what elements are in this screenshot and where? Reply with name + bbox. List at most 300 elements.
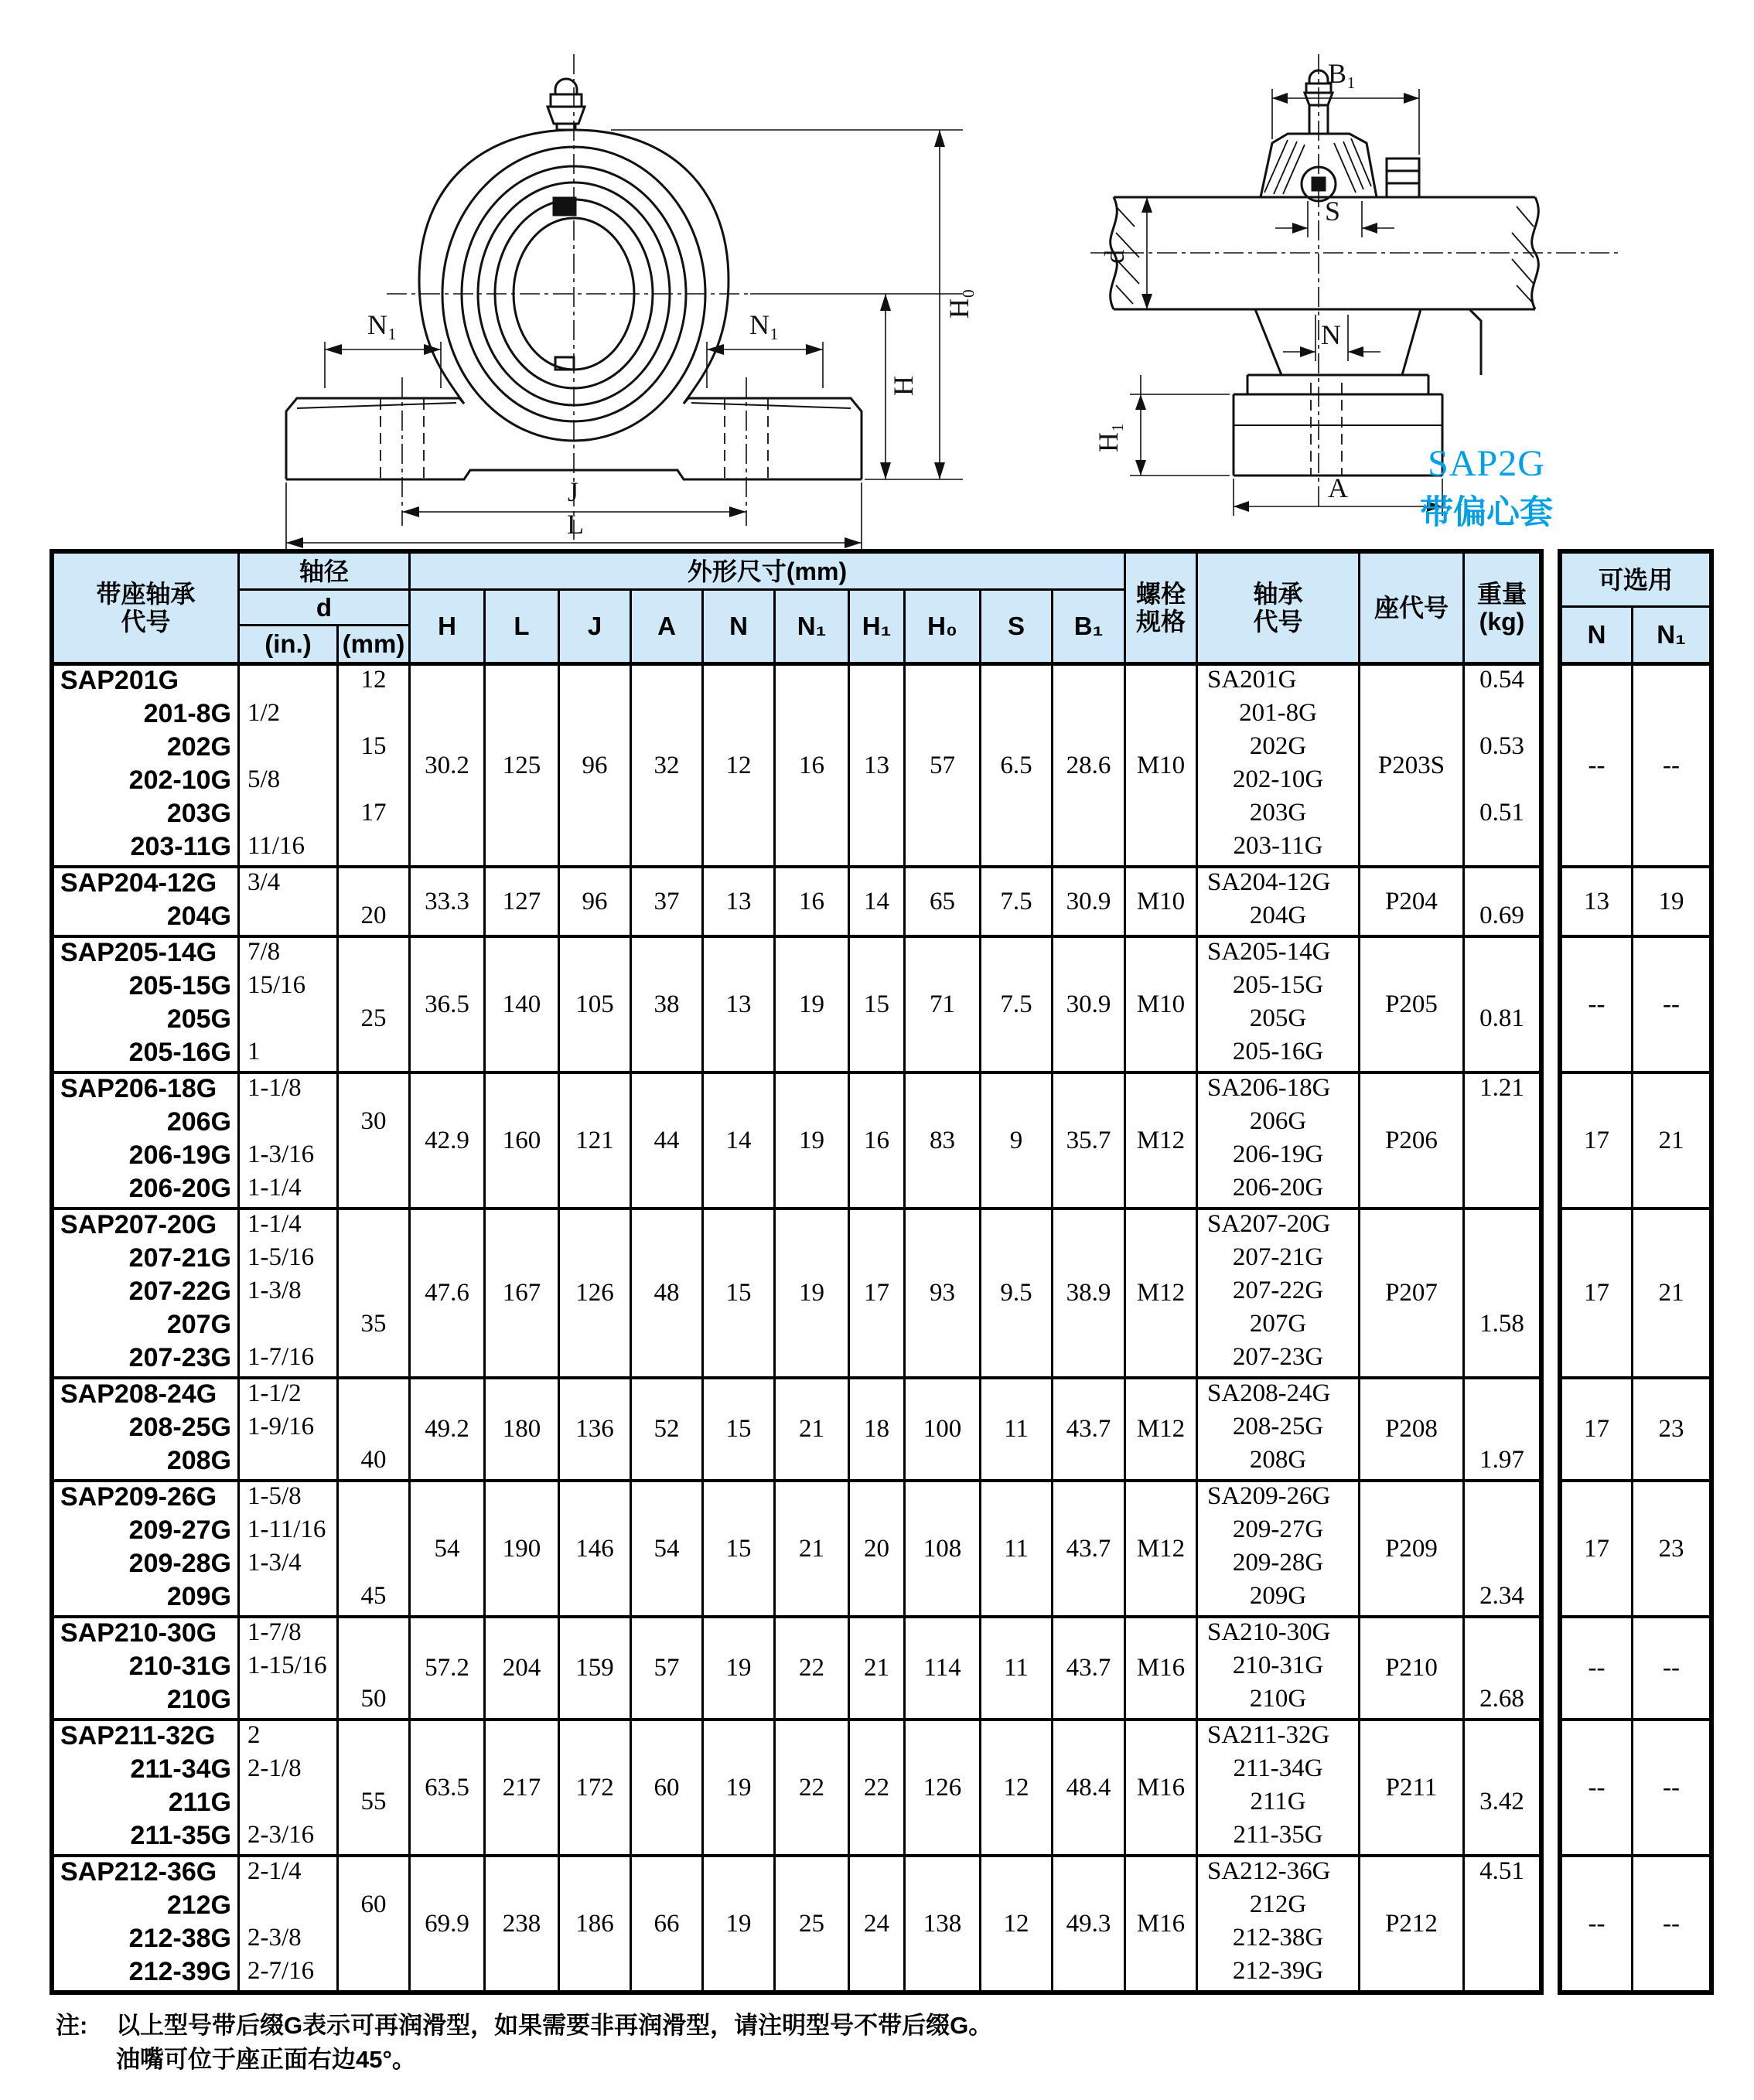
dim-cell-H: 36.5 [411, 938, 486, 1071]
dim-cell-bolt: M12 [1126, 1074, 1198, 1207]
header-col-H0: H₀ [906, 591, 981, 662]
optional-row-group [1562, 1718, 1709, 1854]
optional-row-group [1562, 1854, 1709, 1990]
dim-cell-L: 217 [486, 1721, 560, 1854]
spec-row-group [54, 1207, 1539, 1376]
dim-cell-A: 37 [632, 868, 704, 935]
shaft-mm-cell-line [339, 1277, 408, 1310]
shaft-mm-cell-line: 12 [360, 666, 387, 694]
seat-code-cell: P210 [1360, 1618, 1465, 1718]
bearing-code-cell [1198, 1482, 1360, 1615]
dim-cell-A: 60 [632, 1721, 704, 1854]
dim-cell-A: 48 [632, 1210, 704, 1376]
header-col-A: A [632, 591, 704, 662]
dim-cell-H0: 71 [906, 938, 981, 1071]
shaft-mm-cell [339, 1857, 411, 1990]
weight-cell-line: 2.68 [1479, 1685, 1524, 1713]
weight-cell-line [1465, 1924, 1539, 1957]
housing-code-cell-line: 209-27G [128, 1515, 231, 1545]
dim-cell-J: 126 [560, 1210, 632, 1376]
shaft-mm-cell-line: 20 [360, 902, 387, 929]
weight-cell-line [1465, 1515, 1539, 1549]
weight-cell-line: 0.69 [1479, 902, 1524, 929]
housing-code-cell-line: 206G [166, 1107, 231, 1137]
dim-label-d: d [1099, 250, 1130, 264]
dim-cell-J: 96 [560, 666, 632, 865]
shaft-mm-cell-line: 40 [360, 1446, 387, 1474]
dim-cell-H1: 14 [850, 868, 906, 935]
dim-label-h1: H₁ [1093, 422, 1124, 452]
shaft-inch-cell-line: 1-3/8 [247, 1277, 302, 1304]
shaft-mm-cell [339, 666, 411, 865]
weight-cell-line [1465, 699, 1539, 732]
seat-code-cell: P212 [1360, 1857, 1465, 1990]
shaft-mm-cell-line [339, 1618, 408, 1652]
bearing-code-cell-line: 211-34G [1233, 1754, 1323, 1782]
bearing-code-cell-line: SA209-26G [1207, 1482, 1331, 1510]
housing-code-cell [54, 938, 240, 1071]
dim-cell-S: 7.5 [981, 938, 1053, 1071]
housing-code-cell-line: SAP209-26G [60, 1482, 217, 1512]
dim-cell-bolt: M12 [1126, 1379, 1198, 1479]
spec-row-group [54, 1376, 1539, 1479]
housing-code-cell [54, 1074, 240, 1207]
weight-cell-line [1465, 1243, 1539, 1277]
housing-code-cell-line: 209G [166, 1582, 231, 1611]
header-col-S: S [981, 591, 1053, 662]
weight-cell-line [1465, 1140, 1539, 1174]
weight-cell-line: 0.53 [1479, 732, 1524, 760]
dim-cell-H0: 93 [906, 1210, 981, 1376]
dim-cell-bolt: M12 [1126, 1482, 1198, 1615]
housing-code-cell-line: 212G [166, 1890, 231, 1920]
bearing-code-cell-line: 206-19G [1232, 1140, 1324, 1168]
shaft-inch-cell-line: 1-3/4 [247, 1549, 302, 1577]
dim-label-a: A [1328, 472, 1348, 503]
shaft-mm-cell-line [339, 1413, 408, 1446]
dim-cell-N: 19 [704, 1857, 776, 1990]
housing-code-cell-line: SAP210-30G [60, 1618, 217, 1648]
optional-row-group [1562, 1615, 1709, 1718]
weight-cell-line: 1.97 [1479, 1446, 1524, 1474]
shaft-inch-cell-line [240, 1446, 336, 1479]
weight-cell-line [1465, 971, 1539, 1004]
header-col-N1: N₁ [776, 591, 850, 662]
dim-cell-H: 49.2 [411, 1379, 486, 1479]
dim-cell-H1: 21 [850, 1618, 906, 1718]
optional-N1-cell: -- [1663, 1654, 1680, 1682]
bearing-code-cell-line: 208-25G [1232, 1413, 1324, 1440]
dim-label-n1-right: N₁ [749, 309, 780, 340]
dim-cell-N: 19 [704, 1618, 776, 1718]
optional-row-group [1562, 1479, 1709, 1615]
housing-code-cell [54, 1721, 240, 1854]
weight-cell [1465, 1074, 1539, 1207]
bearing-code-cell-line: 210-31G [1232, 1652, 1324, 1679]
dim-cell-J: 146 [560, 1482, 632, 1615]
dim-cell-A: 57 [632, 1618, 704, 1718]
weight-cell-line [1465, 1721, 1539, 1754]
optional-N1-cell: -- [1663, 990, 1680, 1018]
weight-cell-line: 3.42 [1479, 1788, 1524, 1815]
housing-code-cell [54, 666, 240, 865]
shaft-inch-cell [240, 1618, 339, 1718]
optional-N1-cell: 19 [1658, 887, 1684, 915]
bearing-code-cell-line: 202-10G [1232, 765, 1324, 793]
shaft-mm-cell-line [339, 765, 408, 799]
shaft-mm-cell-line [339, 1924, 408, 1957]
header-opt-N: N [1562, 608, 1633, 662]
dim-cell-bolt: M16 [1126, 1618, 1198, 1718]
weight-cell-line [1465, 1107, 1539, 1140]
shaft-mm-cell-line [339, 1721, 408, 1754]
weight-cell [1465, 666, 1539, 865]
dim-cell-bolt: M10 [1126, 666, 1198, 865]
shaft-mm-cell-line [339, 1652, 408, 1685]
housing-code-cell-line: 211-34G [130, 1754, 231, 1784]
shaft-mm-cell-line [339, 1243, 408, 1277]
optional-row-group [1562, 1376, 1709, 1479]
weight-cell-line [1465, 1652, 1539, 1685]
shaft-inch-cell [240, 1482, 339, 1615]
bearing-code-cell-line: 209G [1249, 1582, 1307, 1610]
dim-cell-L: 180 [486, 1379, 560, 1479]
optional-row-group [1562, 865, 1709, 935]
housing-code-cell-line: 206-19G [128, 1140, 231, 1170]
shaft-mm-cell [339, 1379, 411, 1479]
seat-code-cell: P205 [1360, 938, 1465, 1071]
shaft-mm-cell-line [339, 1074, 408, 1107]
shaft-mm-cell-line [339, 699, 408, 732]
header-d: d [240, 591, 411, 626]
dim-cell-S: 12 [981, 1721, 1053, 1854]
shaft-mm-cell-line [339, 1379, 408, 1413]
header-bolt-size: 螺栓 规格 [1126, 554, 1198, 662]
bearing-code-cell [1198, 1210, 1360, 1376]
shaft-inch-cell-line: 1-7/16 [247, 1343, 315, 1371]
dim-cell-B1: 28.6 [1053, 666, 1126, 865]
housing-code-cell [54, 1482, 240, 1615]
dim-cell-B1: 30.9 [1053, 938, 1126, 1071]
housing-code-cell-line: 202-10G [128, 765, 231, 795]
dim-cell-N1: 16 [776, 666, 850, 865]
optional-table-header [1562, 554, 1709, 666]
shaft-mm-cell-line: 35 [360, 1310, 387, 1338]
dim-cell-N: 15 [704, 1482, 776, 1615]
spec-row-group [54, 1071, 1539, 1207]
dim-cell-L: 127 [486, 868, 560, 935]
dim-cell-B1: 30.9 [1053, 868, 1126, 935]
shaft-inch-cell-line [240, 799, 336, 832]
dim-cell-H1: 20 [850, 1482, 906, 1615]
housing-code-cell [54, 1857, 240, 1990]
optional-N1-cell: 21 [1658, 1126, 1684, 1154]
housing-code-cell-line: 212-38G [128, 1924, 231, 1953]
housing-code-cell-line: 210-31G [128, 1652, 231, 1681]
bearing-code-cell-line: 207-23G [1232, 1343, 1324, 1371]
shaft-mm-cell-line: 45 [360, 1582, 387, 1610]
header-optional: 可选用 [1562, 554, 1709, 608]
shaft-mm-cell-line [339, 1857, 408, 1890]
housing-code-cell-line: SAP207-20G [60, 1210, 217, 1239]
bearing-code-cell [1198, 666, 1360, 865]
weight-cell-line: 2.34 [1479, 1582, 1524, 1610]
weight-cell-line: 0.54 [1479, 666, 1524, 694]
dim-cell-L: 160 [486, 1074, 560, 1207]
shaft-mm-cell [339, 1074, 411, 1207]
dim-cell-N1: 25 [776, 1857, 850, 1990]
shaft-inch-cell [240, 666, 339, 865]
shaft-inch-cell-line [240, 1004, 336, 1038]
dim-cell-H1: 16 [850, 1074, 906, 1207]
bearing-code-cell-line: 201-8G [1239, 699, 1317, 727]
bearing-code-cell [1198, 1379, 1360, 1479]
optional-N-cell: 13 [1562, 868, 1633, 935]
shaft-inch-cell-line [240, 1107, 336, 1140]
dim-cell-H: 47.6 [411, 1210, 486, 1376]
dim-cell-H0: 126 [906, 1721, 981, 1854]
housing-code-cell-line: SAP208-24G [60, 1379, 217, 1409]
bearing-code-cell-line: 207G [1249, 1310, 1307, 1338]
spec-row-group [54, 1854, 1539, 1990]
dim-cell-N1: 22 [776, 1618, 850, 1718]
housing-code-cell-line: SAP211-32G [60, 1721, 216, 1751]
dim-cell-J: 121 [560, 1074, 632, 1207]
optional-N-cell: 17 [1562, 1379, 1633, 1479]
dim-cell-H: 42.9 [411, 1074, 486, 1207]
shaft-inch-cell [240, 1074, 339, 1207]
bearing-code-cell-line: 212-38G [1232, 1924, 1324, 1952]
housing-code-cell-line: 203-11G [130, 832, 231, 861]
bearing-code-cell-line: SA211-32G [1207, 1721, 1330, 1749]
housing-code-cell-line: SAP212-36G [60, 1857, 217, 1887]
bearing-code-cell-line: SA201G [1207, 666, 1297, 694]
bearing-code-cell-line: SA212-36G [1207, 1857, 1331, 1885]
footnote-line1: 以上型号带后缀G表示可再润滑型，如果需要非再润滑型，请注明型号不带后缀G。 [116, 2012, 993, 2039]
optional-N-cell: 17 [1562, 1482, 1633, 1615]
dim-cell-H0: 138 [906, 1857, 981, 1990]
dim-cell-L: 125 [486, 666, 560, 865]
shaft-inch-cell-line [240, 1890, 336, 1924]
shaft-inch-cell-line: 15/16 [247, 971, 306, 999]
shaft-mm-cell-line [339, 1210, 408, 1243]
housing-code-cell-line: 211-35G [130, 1821, 231, 1850]
footnote-prefix: 注: [56, 2012, 88, 2039]
weight-cell-line [1465, 1343, 1539, 1376]
header-col-L: L [486, 591, 560, 662]
shaft-inch-cell-line: 5/8 [247, 765, 281, 793]
dim-cell-S: 9 [981, 1074, 1053, 1207]
bearing-code-cell-line: 210G [1249, 1685, 1307, 1713]
bearing-code-cell-line: 208G [1249, 1446, 1307, 1474]
bearing-code-cell-line: 204G [1249, 902, 1307, 929]
dim-cell-N1: 16 [776, 868, 850, 935]
dim-cell-N: 13 [704, 938, 776, 1071]
dim-cell-N1: 19 [776, 1210, 850, 1376]
dim-cell-H0: 83 [906, 1074, 981, 1207]
header-col-B1: B₁ [1053, 591, 1126, 662]
shaft-mm-cell [339, 868, 411, 935]
dim-label-h: H [888, 376, 919, 396]
dim-cell-B1: 38.9 [1053, 1210, 1126, 1376]
housing-code-cell-line: 203G [166, 799, 231, 828]
dim-cell-L: 238 [486, 1857, 560, 1990]
weight-cell-line [1465, 1890, 1539, 1924]
optional-table [1558, 549, 1714, 1995]
series-variant: 带偏心套 [1420, 494, 1553, 531]
bearing-code-cell-line: 211-35G [1233, 1821, 1323, 1849]
optional-N-cell: -- [1562, 666, 1633, 865]
dim-cell-A: 52 [632, 1379, 704, 1479]
housing-code-cell-line: 211G [168, 1788, 231, 1817]
dim-cell-S: 11 [981, 1379, 1053, 1479]
dim-cell-B1: 48.4 [1053, 1721, 1126, 1854]
bearing-code-cell [1198, 1618, 1360, 1718]
dim-cell-bolt: M12 [1126, 1210, 1198, 1376]
housing-code-cell-line: 205-15G [128, 971, 231, 1001]
weight-cell-line [1465, 868, 1539, 902]
dim-cell-J: 159 [560, 1618, 632, 1718]
optional-row-group [1562, 1207, 1709, 1376]
dim-cell-bolt: M16 [1126, 1857, 1198, 1990]
dim-cell-H1: 13 [850, 666, 906, 865]
housing-code-cell [54, 868, 240, 935]
dim-cell-S: 6.5 [981, 666, 1053, 865]
dim-cell-N: 13 [704, 868, 776, 935]
shaft-inch-cell [240, 868, 339, 935]
dim-cell-H: 57.2 [411, 1618, 486, 1718]
bearing-code-cell-line: 207-21G [1232, 1243, 1324, 1271]
header-housing-code: 带座轴承 代号 [54, 554, 240, 662]
header-outer-dims: 外形尺寸(mm) [411, 554, 1126, 591]
optional-N-cell: -- [1562, 1618, 1633, 1718]
dim-cell-N1: 21 [776, 1379, 850, 1479]
seat-code-cell: P208 [1360, 1379, 1465, 1479]
weight-cell-line [1465, 1413, 1539, 1446]
bearing-code-cell [1198, 1857, 1360, 1990]
bearing-code-cell-line: SA204-12G [1207, 868, 1331, 896]
weight-cell-line [1465, 1174, 1539, 1207]
shaft-inch-cell-line: 1-15/16 [247, 1652, 327, 1679]
shaft-mm-cell-line [339, 1174, 408, 1207]
dim-cell-H0: 57 [906, 666, 981, 865]
housing-code-cell-line: 208G [166, 1446, 231, 1475]
shaft-inch-cell-line: 2-3/8 [247, 1924, 302, 1952]
dim-cell-B1: 43.7 [1053, 1618, 1126, 1718]
dim-cell-N1: 19 [776, 938, 850, 1071]
optional-N-cell: -- [1562, 1857, 1633, 1990]
dim-cell-B1: 49.3 [1053, 1857, 1126, 1990]
spec-row-group [54, 1718, 1539, 1854]
shaft-mm-cell-line [339, 868, 408, 902]
optional-N-cell: -- [1562, 1721, 1633, 1854]
shaft-inch-cell-line: 1-7/8 [247, 1618, 302, 1646]
dim-cell-H: 33.3 [411, 868, 486, 935]
weight-cell-line: 4.51 [1479, 1857, 1524, 1885]
weight-cell-line [1465, 1618, 1539, 1652]
weight-cell-line [1465, 1277, 1539, 1310]
shaft-mm-cell-line [339, 938, 408, 971]
shaft-mm-cell-line [339, 1957, 408, 1990]
shaft-inch-cell [240, 938, 339, 1071]
shaft-inch-cell-line: 1-1/4 [247, 1174, 302, 1202]
shaft-inch-cell-line: 1-1/4 [247, 1210, 302, 1238]
shaft-mm-cell [339, 1721, 411, 1854]
dim-cell-L: 190 [486, 1482, 560, 1615]
shaft-mm-cell-line: 17 [360, 799, 387, 827]
weight-cell [1465, 1721, 1539, 1854]
dim-cell-J: 172 [560, 1721, 632, 1854]
housing-code-cell-line: 208-25G [128, 1413, 231, 1442]
optional-N1-cell: 21 [1658, 1279, 1684, 1307]
dim-cell-J: 136 [560, 1379, 632, 1479]
weight-cell [1465, 1482, 1539, 1615]
bearing-code-cell-line: SA208-24G [1207, 1379, 1331, 1407]
weight-cell-line [1465, 1038, 1539, 1071]
series-model: SAP2G [1428, 443, 1545, 484]
dim-cell-S: 11 [981, 1482, 1053, 1615]
housing-code-cell [54, 1618, 240, 1718]
bearing-code-cell-line: 206-20G [1232, 1174, 1324, 1202]
housing-code-cell-line: SAP204-12G [60, 868, 217, 898]
shaft-inch-cell-line [240, 902, 336, 935]
optional-N1-cell: -- [1663, 1773, 1680, 1802]
dim-cell-N1: 19 [776, 1074, 850, 1207]
shaft-mm-cell-line: 60 [360, 1890, 387, 1918]
shaft-inch-cell-line [240, 1685, 336, 1718]
weight-cell-line [1465, 1957, 1539, 1990]
spec-row-group [54, 1479, 1539, 1615]
dim-cell-H0: 65 [906, 868, 981, 935]
shaft-inch-cell-line: 2-1/4 [247, 1857, 302, 1885]
dim-cell-N: 15 [704, 1210, 776, 1376]
dim-cell-H1: 15 [850, 938, 906, 1071]
shaft-mm-cell-line [339, 1754, 408, 1788]
housing-code-cell-line: 207-21G [128, 1243, 231, 1273]
shaft-mm-cell-line: 25 [360, 1004, 387, 1032]
weight-cell [1465, 1379, 1539, 1479]
housing-code-cell-line: 207-23G [128, 1343, 231, 1372]
optional-row-group [1562, 1071, 1709, 1207]
shaft-inch-cell-line [240, 666, 336, 699]
weight-cell-line [1465, 1754, 1539, 1788]
shaft-inch-cell-line: 1-5/16 [247, 1243, 315, 1271]
shaft-inch-cell-line: 1/2 [247, 699, 281, 727]
dim-cell-H1: 24 [850, 1857, 906, 1990]
housing-code-cell-line: 210G [166, 1685, 231, 1714]
shaft-mm-cell-line [339, 1140, 408, 1174]
dim-cell-A: 32 [632, 666, 704, 865]
shaft-inch-cell-line [240, 1788, 336, 1821]
bearing-code-cell-line: SA205-14G [1207, 938, 1331, 966]
header-col-N: N [704, 591, 776, 662]
weight-cell-line [1465, 1210, 1539, 1243]
dim-label-n: N [1321, 319, 1341, 350]
dim-cell-L: 140 [486, 938, 560, 1071]
bearing-code-cell-line: 206G [1249, 1107, 1307, 1135]
shaft-inch-cell-line: 2-3/16 [247, 1821, 315, 1849]
bearing-code-cell-line: 207-22G [1232, 1277, 1324, 1304]
weight-cell [1465, 938, 1539, 1071]
housing-code-cell-line: 207-22G [128, 1277, 231, 1306]
shaft-inch-cell-line [240, 1582, 336, 1615]
dim-cell-H1: 18 [850, 1379, 906, 1479]
pillow-block-front-view-drawing [131, 39, 1021, 572]
dim-cell-N: 14 [704, 1074, 776, 1207]
shaft-inch-cell-line: 7/8 [247, 938, 281, 966]
shaft-mm-cell-line [339, 971, 408, 1004]
footnote [56, 2009, 992, 2077]
